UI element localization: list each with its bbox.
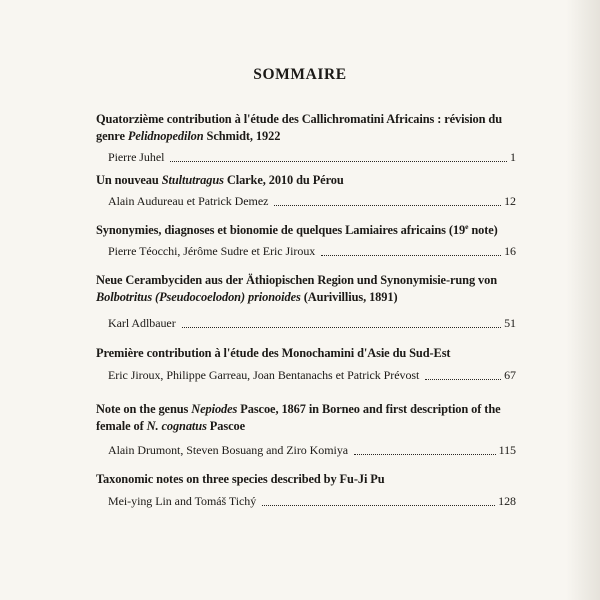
entry-page-number: 115 — [498, 443, 516, 457]
entry-authors: Pierre Téocchi, Jérôme Sudre et Eric Jiroux — [108, 244, 316, 259]
toc-entry — [96, 272, 516, 331]
entry-page-number: 1 — [510, 150, 516, 164]
toc-entry — [96, 401, 516, 458]
entry-authors: Mei-ying Lin and Tomáš Tichý — [108, 494, 257, 508]
dot-leader — [170, 161, 507, 162]
entry-authors: Eric Jiroux, Philippe Garreau, Joan Bentanachs et Patrick Prévost — [108, 368, 420, 382]
entry-title — [96, 172, 516, 189]
title-italic-text: Nepiodes — [191, 402, 238, 416]
dot-leader — [182, 327, 501, 328]
toc-entry — [96, 218, 516, 259]
dot-leader — [425, 379, 501, 380]
title-text: Schmidt, 1922 — [203, 129, 281, 143]
entry-page-number: 51 — [504, 316, 516, 330]
title-text: (Aurivillius, 1891) — [300, 290, 398, 304]
entry-page-number: 128 — [498, 494, 516, 508]
title-text: Quatorzième contribution à l'étude des Callichromatini Africains : révision du genre — [96, 112, 503, 143]
authors-line — [108, 316, 516, 331]
entry-page-number: 12 — [504, 194, 516, 208]
toc-entry — [96, 172, 516, 209]
entry-title — [96, 401, 516, 435]
title-italic-text: Pelidnopedilon — [127, 129, 204, 143]
entry-page-number: 67 — [504, 368, 516, 382]
entry-title — [96, 218, 516, 239]
title-text: note) — [468, 223, 498, 238]
title-superscript: e — [465, 222, 469, 231]
dot-leader — [354, 454, 496, 455]
title-text: Clarke, 2010 du Pérou — [223, 173, 344, 187]
entry-page-number: 16 — [504, 244, 516, 259]
title-italic-text: Bolbotritus (Pseudocoelodon) prionoides — [96, 290, 301, 304]
authors-line — [108, 194, 516, 209]
title-text: Un nouveau — [96, 173, 162, 187]
title-italic-text: Stultutragus — [161, 173, 224, 187]
dot-leader — [321, 255, 501, 256]
title-text: Synonymies, diagnoses et bionomie de quelques Lamiaires africains (19 — [96, 223, 466, 238]
toc-entry — [96, 345, 516, 383]
entry-authors: Pierre Juhel — [108, 150, 165, 164]
dot-leader — [274, 205, 501, 206]
authors-line — [108, 443, 516, 458]
entry-authors: Alain Audureau et Patrick Demez — [108, 194, 269, 208]
entry-title — [96, 272, 516, 306]
authors-line — [108, 368, 516, 383]
entry-authors: Karl Adlbauer — [108, 316, 176, 330]
title-text: Taxonomic notes on three species described by Fu-Ji Pu — [96, 472, 385, 486]
page-title: SOMMAIRE — [253, 66, 347, 83]
title-text: Neue Cerambyciden aus der Äthiopischen Region und Synonymisie-rung von — [96, 273, 498, 287]
entry-authors: Alain Drumont, Steven Bosuang and Ziro Komiya — [108, 443, 349, 457]
authors-line — [108, 150, 516, 165]
entry-title — [96, 111, 516, 145]
entry-title — [96, 471, 516, 488]
title-text: Pascoe, 1867 in Borneo and first description of the female of — [96, 402, 501, 433]
entry-title — [96, 345, 516, 362]
toc-entry — [96, 111, 516, 165]
title-text: Première contribution à l'étude des Monochamini d'Asie du Sud-Est — [96, 346, 451, 360]
authors-line — [108, 244, 516, 259]
dot-leader — [262, 505, 495, 506]
title-text: Note on the genus — [96, 402, 192, 416]
authors-line — [108, 494, 516, 509]
title-italic-text: N. cognatus — [146, 419, 207, 433]
toc-entry — [96, 471, 516, 509]
title-text: Pascoe — [206, 419, 245, 433]
